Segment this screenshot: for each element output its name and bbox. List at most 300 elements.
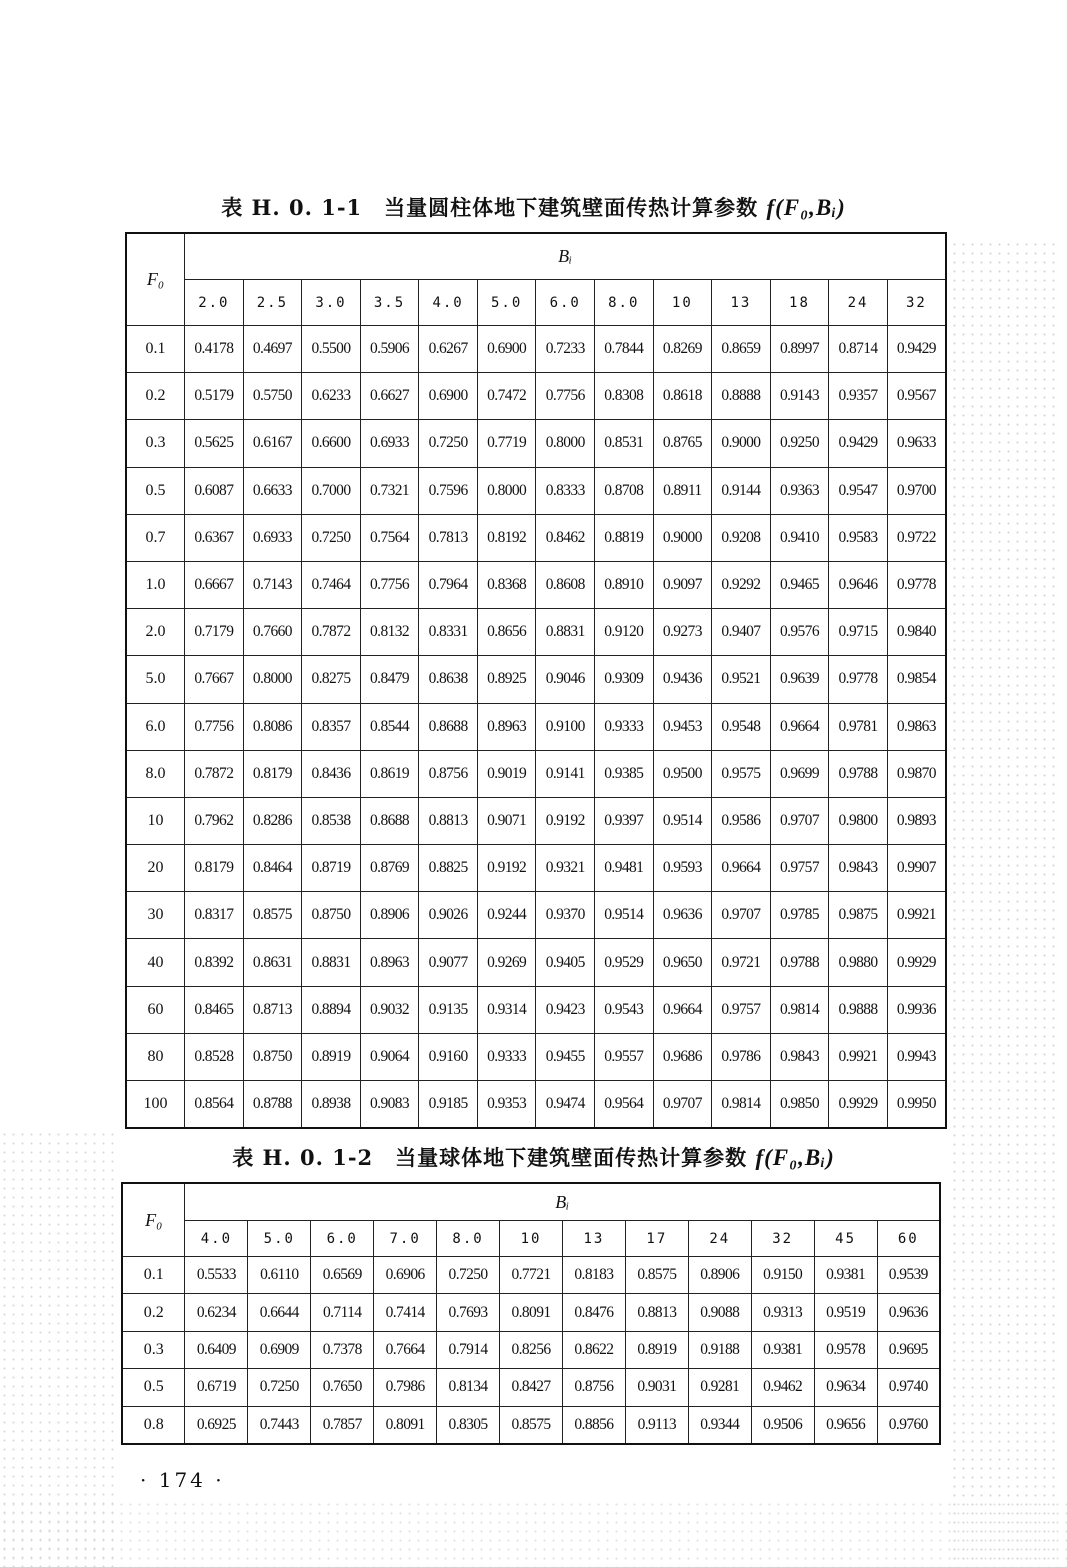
table-cell: 0.9514 — [595, 892, 654, 939]
table-cell: 0.8538 — [302, 797, 361, 844]
table-cell: 0.7914 — [437, 1331, 500, 1368]
table-cell: 0.9273 — [653, 609, 712, 656]
table-cell: 0.9700 — [887, 467, 946, 514]
table-cell: 0.8392 — [185, 939, 244, 986]
table-cell: 0.5179 — [185, 373, 244, 420]
table-cell: 0.8906 — [688, 1257, 751, 1294]
table-cell: 0.6087 — [185, 467, 244, 514]
table-cell: 0.7250 — [302, 514, 361, 561]
table2-row-label: 0.1 — [122, 1257, 185, 1294]
table-cell: 0.8856 — [562, 1406, 625, 1444]
table-cell: 0.8756 — [562, 1369, 625, 1406]
table-cell: 0.6906 — [374, 1257, 437, 1294]
table1-row-label: 6.0 — [126, 703, 185, 750]
table1-column-header: 3.5 — [360, 280, 419, 326]
table-cell: 0.8631 — [243, 939, 302, 986]
table-cell: 0.9800 — [829, 797, 888, 844]
table-cell: 0.9506 — [751, 1406, 814, 1444]
table-cell: 0.9576 — [770, 609, 829, 656]
table-cell: 0.7596 — [419, 467, 478, 514]
table-cell: 0.9385 — [595, 750, 654, 797]
table-cell: 0.9907 — [887, 845, 946, 892]
table-cell: 0.6900 — [477, 326, 536, 373]
table-cell: 0.8179 — [243, 750, 302, 797]
table-cell: 0.8544 — [360, 703, 419, 750]
table-cell: 0.9593 — [653, 845, 712, 892]
table-cell: 0.9788 — [829, 750, 888, 797]
table-cell: 0.9650 — [653, 939, 712, 986]
table-cell: 0.9143 — [770, 373, 829, 420]
table-cell: 0.6633 — [243, 467, 302, 514]
table1-row-label: 20 — [126, 845, 185, 892]
table-cell: 0.6367 — [185, 514, 244, 561]
table-row — [122, 1406, 940, 1444]
table2-column-header: 8.0 — [437, 1221, 500, 1257]
table-cell: 0.7756 — [185, 703, 244, 750]
table-cell: 0.9575 — [712, 750, 771, 797]
table-cell: 0.8622 — [562, 1331, 625, 1368]
table-cell: 0.8134 — [437, 1369, 500, 1406]
table-cell: 0.9000 — [712, 420, 771, 467]
table-cell: 0.8464 — [243, 845, 302, 892]
table-cell: 0.9639 — [770, 656, 829, 703]
table-cell: 0.7844 — [595, 326, 654, 373]
table-cell: 0.9664 — [770, 703, 829, 750]
table-cell: 0.9543 — [595, 986, 654, 1033]
table2-column-header: 24 — [688, 1221, 751, 1257]
scan-dot-pattern-bottom — [0, 1500, 1067, 1567]
table-cell: 0.9423 — [536, 986, 595, 1033]
table-cell: 0.8656 — [477, 609, 536, 656]
table-cell: 0.7857 — [311, 1406, 374, 1444]
table1-column-header: 5.0 — [477, 280, 536, 326]
table-cell: 0.8256 — [500, 1331, 563, 1368]
table-cell: 0.7179 — [185, 609, 244, 656]
table2-caption-number: 表 H. 0. 1-2 — [232, 1145, 374, 1170]
table-cell: 0.9397 — [595, 797, 654, 844]
table-cell: 0.8462 — [536, 514, 595, 561]
table-cell: 0.8000 — [477, 467, 536, 514]
table-cell: 0.7650 — [311, 1369, 374, 1406]
table-cell: 0.9567 — [887, 373, 946, 420]
table2-column-header: 45 — [814, 1221, 877, 1257]
table-cell: 0.8575 — [243, 892, 302, 939]
table-cell: 0.9474 — [536, 1081, 595, 1129]
table-cell: 0.8427 — [500, 1369, 563, 1406]
table-cell: 0.8357 — [302, 703, 361, 750]
table-cell: 0.9144 — [712, 467, 771, 514]
table-cell: 0.9519 — [814, 1294, 877, 1331]
table-cell: 0.8819 — [595, 514, 654, 561]
table-cell: 0.5906 — [360, 326, 419, 373]
table-cell: 0.8750 — [302, 892, 361, 939]
table-cell: 0.9950 — [887, 1081, 946, 1129]
table-cell: 0.9814 — [770, 986, 829, 1033]
table1-row-label: 8.0 — [126, 750, 185, 797]
table1-column-group-header: Bᵢ — [185, 233, 946, 280]
table-cell: 0.9850 — [770, 1081, 829, 1129]
table-cell: 0.9333 — [595, 703, 654, 750]
table-cell: 0.9088 — [688, 1294, 751, 1331]
table-cell: 0.8756 — [419, 750, 478, 797]
table-cell: 0.9633 — [887, 420, 946, 467]
table-cell: 0.7233 — [536, 326, 595, 373]
table-cell: 0.9455 — [536, 1033, 595, 1080]
table-row — [126, 939, 946, 986]
table-cell: 0.9500 — [653, 750, 712, 797]
table1-column-header: 32 — [887, 280, 946, 326]
table-cell: 0.7564 — [360, 514, 419, 561]
table-cell: 0.8708 — [595, 467, 654, 514]
table-cell: 0.8091 — [374, 1406, 437, 1444]
table2-caption — [0, 1142, 1067, 1172]
table1-cylinder-parameters — [125, 232, 947, 1129]
table1-row-label: 0.5 — [126, 467, 185, 514]
table-cell: 0.9381 — [751, 1331, 814, 1368]
table-cell: 0.8750 — [243, 1033, 302, 1080]
table-cell: 0.9636 — [653, 892, 712, 939]
table-cell: 0.8963 — [477, 703, 536, 750]
table-cell: 0.7443 — [248, 1406, 311, 1444]
table1-caption-function: f(F₀,Bᵢ) — [766, 195, 846, 220]
table1-row-label: 30 — [126, 892, 185, 939]
table-cell: 0.9405 — [536, 939, 595, 986]
table2-sphere-parameters — [121, 1182, 941, 1445]
table-cell: 0.8831 — [302, 939, 361, 986]
table-cell: 0.7114 — [311, 1294, 374, 1331]
table2-column-header: 7.0 — [374, 1221, 437, 1257]
table-cell: 0.6933 — [360, 420, 419, 467]
table-row — [122, 1257, 940, 1294]
table-cell: 0.9707 — [653, 1081, 712, 1129]
table-cell: 0.8528 — [185, 1033, 244, 1080]
table1-header-row-group — [126, 233, 946, 280]
table-cell: 0.9722 — [887, 514, 946, 561]
table-row — [126, 609, 946, 656]
table1-row-header: F₀ — [126, 233, 185, 326]
table-cell: 0.9778 — [829, 656, 888, 703]
table-cell: 0.9888 — [829, 986, 888, 1033]
table-cell: 0.6167 — [243, 420, 302, 467]
table1-row-label: 60 — [126, 986, 185, 1033]
table-cell: 0.9135 — [419, 986, 478, 1033]
table-cell: 0.9000 — [653, 514, 712, 561]
table-cell: 0.9046 — [536, 656, 595, 703]
table2-column-header: 13 — [562, 1221, 625, 1257]
table-cell: 0.9721 — [712, 939, 771, 986]
table-cell: 0.8575 — [500, 1406, 563, 1444]
table2-row-label: 0.3 — [122, 1331, 185, 1368]
table-cell: 0.8831 — [536, 609, 595, 656]
table-cell: 0.8719 — [302, 845, 361, 892]
table2-body — [122, 1257, 940, 1444]
table-row — [126, 373, 946, 420]
table-cell: 0.9281 — [688, 1369, 751, 1406]
table-cell: 0.8888 — [712, 373, 771, 420]
table-cell: 0.7143 — [243, 561, 302, 608]
table2-column-header: 6.0 — [311, 1221, 374, 1257]
table-cell: 0.7664 — [374, 1331, 437, 1368]
table2-column-header: 32 — [751, 1221, 814, 1257]
table1-body — [126, 326, 946, 1129]
table-cell: 0.9363 — [770, 467, 829, 514]
table-cell: 0.8269 — [653, 326, 712, 373]
table-cell: 0.9333 — [477, 1033, 536, 1080]
table-cell: 0.7250 — [437, 1257, 500, 1294]
table-cell: 0.7756 — [360, 561, 419, 608]
table-cell: 0.8825 — [419, 845, 478, 892]
table-cell: 0.9636 — [877, 1294, 940, 1331]
table-cell: 0.8479 — [360, 656, 419, 703]
table-cell: 0.9120 — [595, 609, 654, 656]
table1-column-header-row — [126, 280, 946, 326]
table-cell: 0.8769 — [360, 845, 419, 892]
table-cell: 0.9100 — [536, 703, 595, 750]
table-cell: 0.7472 — [477, 373, 536, 420]
table-cell: 0.6644 — [248, 1294, 311, 1331]
table-cell: 0.8608 — [536, 561, 595, 608]
table-cell: 0.9465 — [770, 561, 829, 608]
table2-column-header: 5.0 — [248, 1221, 311, 1257]
table-cell: 0.9064 — [360, 1033, 419, 1080]
table-cell: 0.9097 — [653, 561, 712, 608]
table-cell: 0.9843 — [770, 1033, 829, 1080]
table-cell: 0.9781 — [829, 703, 888, 750]
table-row — [126, 514, 946, 561]
table-cell: 0.8911 — [653, 467, 712, 514]
scan-dot-pattern-right — [950, 240, 1060, 1560]
table-cell: 0.5500 — [302, 326, 361, 373]
table-cell: 0.8788 — [243, 1081, 302, 1129]
table-cell: 0.6627 — [360, 373, 419, 420]
table1-column-header: 4.0 — [419, 280, 478, 326]
table1-row-label: 80 — [126, 1033, 185, 1080]
table-cell: 0.8091 — [500, 1294, 563, 1331]
table2-column-header: 60 — [877, 1221, 940, 1257]
table-cell: 0.9314 — [477, 986, 536, 1033]
table1-row-label: 40 — [126, 939, 185, 986]
table-cell: 0.9586 — [712, 797, 771, 844]
table-cell: 0.9357 — [829, 373, 888, 420]
table-cell: 0.8813 — [625, 1294, 688, 1331]
table2-column-header-row — [122, 1221, 940, 1257]
table-row — [126, 750, 946, 797]
table-cell: 0.6909 — [248, 1331, 311, 1368]
table-cell: 0.9077 — [419, 939, 478, 986]
table-cell: 0.9715 — [829, 609, 888, 656]
table-cell: 0.8132 — [360, 609, 419, 656]
table-cell: 0.8688 — [419, 703, 478, 750]
table-row — [126, 561, 946, 608]
table1-caption-text: 当量圆柱体地下建筑壁面传热计算参数 — [384, 195, 759, 220]
table-cell: 0.9250 — [770, 420, 829, 467]
table-cell: 0.9370 — [536, 892, 595, 939]
table-cell: 0.6233 — [302, 373, 361, 420]
table-cell: 0.7964 — [419, 561, 478, 608]
table1-row-label: 5.0 — [126, 656, 185, 703]
table2-header-row-group — [122, 1183, 940, 1221]
table-cell: 0.7693 — [437, 1294, 500, 1331]
table1-caption — [0, 192, 1067, 222]
table-cell: 0.9462 — [751, 1369, 814, 1406]
table1-row-label: 100 — [126, 1081, 185, 1129]
table1-column-header: 3.0 — [302, 280, 361, 326]
table-cell: 0.8531 — [595, 420, 654, 467]
table-cell: 0.9160 — [419, 1033, 478, 1080]
table-cell: 0.9208 — [712, 514, 771, 561]
table1-row-label: 10 — [126, 797, 185, 844]
table-cell: 0.9557 — [595, 1033, 654, 1080]
table-cell: 0.9564 — [595, 1081, 654, 1129]
table-cell: 0.7719 — [477, 420, 536, 467]
table-cell: 0.9071 — [477, 797, 536, 844]
table1-caption-number: 表 H. 0. 1-1 — [221, 195, 363, 220]
table-cell: 0.7667 — [185, 656, 244, 703]
table-cell: 0.9313 — [751, 1294, 814, 1331]
table-cell: 0.8000 — [536, 420, 595, 467]
table2-column-header: 4.0 — [185, 1221, 248, 1257]
table-cell: 0.9192 — [477, 845, 536, 892]
table-row — [126, 703, 946, 750]
table-cell: 0.7250 — [419, 420, 478, 467]
table-cell: 0.9185 — [419, 1081, 478, 1129]
table-cell: 0.9893 — [887, 797, 946, 844]
table2-column-header: 10 — [500, 1221, 563, 1257]
table-row — [126, 656, 946, 703]
table-cell: 0.9309 — [595, 656, 654, 703]
table-cell: 0.8305 — [437, 1406, 500, 1444]
table-cell: 0.9353 — [477, 1081, 536, 1129]
table-cell: 0.8476 — [562, 1294, 625, 1331]
table-cell: 0.8688 — [360, 797, 419, 844]
table-cell: 0.9686 — [653, 1033, 712, 1080]
table-cell: 0.9113 — [625, 1406, 688, 1444]
table1-row-label: 0.7 — [126, 514, 185, 561]
table-cell: 0.9578 — [814, 1331, 877, 1368]
table-cell: 0.9760 — [877, 1406, 940, 1444]
table-cell: 0.8436 — [302, 750, 361, 797]
table-cell: 0.9429 — [887, 326, 946, 373]
table-cell: 0.9707 — [712, 892, 771, 939]
table-cell: 0.7872 — [185, 750, 244, 797]
table-cell: 0.8333 — [536, 467, 595, 514]
table1-column-header: 8.0 — [595, 280, 654, 326]
table-cell: 0.7721 — [500, 1257, 563, 1294]
table-cell: 0.9840 — [887, 609, 946, 656]
table1-row-label: 1.0 — [126, 561, 185, 608]
table-cell: 0.9453 — [653, 703, 712, 750]
table-cell: 0.8183 — [562, 1257, 625, 1294]
table-cell: 0.9870 — [887, 750, 946, 797]
table-cell: 0.6267 — [419, 326, 478, 373]
table-cell: 0.9407 — [712, 609, 771, 656]
table-row — [126, 986, 946, 1033]
table1-column-header: 6.0 — [536, 280, 595, 326]
table-cell: 0.6925 — [185, 1406, 248, 1444]
table-cell: 0.6234 — [185, 1294, 248, 1331]
table-cell: 0.4697 — [243, 326, 302, 373]
table-row — [126, 797, 946, 844]
table-cell: 0.8894 — [302, 986, 361, 1033]
table-cell: 0.9429 — [829, 420, 888, 467]
table-row — [126, 467, 946, 514]
table-cell: 0.9757 — [770, 845, 829, 892]
table-cell: 0.8192 — [477, 514, 536, 561]
table-cell: 0.9481 — [595, 845, 654, 892]
table-cell: 0.9814 — [712, 1081, 771, 1129]
table-cell: 0.8317 — [185, 892, 244, 939]
table-cell: 0.5750 — [243, 373, 302, 420]
table1-column-header: 24 — [829, 280, 888, 326]
table-cell: 0.9548 — [712, 703, 771, 750]
table-cell: 0.9854 — [887, 656, 946, 703]
table-cell: 0.8638 — [419, 656, 478, 703]
table-cell: 0.7378 — [311, 1331, 374, 1368]
table-cell: 0.7414 — [374, 1294, 437, 1331]
table-cell: 0.8997 — [770, 326, 829, 373]
table-cell: 0.9863 — [887, 703, 946, 750]
table-cell: 0.8713 — [243, 986, 302, 1033]
table-cell: 0.7250 — [248, 1369, 311, 1406]
table-cell: 0.8906 — [360, 892, 419, 939]
table-cell: 0.9521 — [712, 656, 771, 703]
table-cell: 0.9929 — [887, 939, 946, 986]
table2-row-label: 0.8 — [122, 1406, 185, 1444]
table-cell: 0.9875 — [829, 892, 888, 939]
table-cell: 0.8000 — [243, 656, 302, 703]
table-cell: 0.8564 — [185, 1081, 244, 1129]
table-cell: 0.8813 — [419, 797, 478, 844]
table-cell: 0.9269 — [477, 939, 536, 986]
table-cell: 0.9707 — [770, 797, 829, 844]
table-cell: 0.7660 — [243, 609, 302, 656]
table-cell: 0.7321 — [360, 467, 419, 514]
page-number: · 174 · — [140, 1468, 225, 1492]
table-cell: 0.9141 — [536, 750, 595, 797]
table1-column-header: 10 — [653, 280, 712, 326]
table-cell: 0.4178 — [185, 326, 244, 373]
table-cell: 0.9646 — [829, 561, 888, 608]
table1-column-header: 2.5 — [243, 280, 302, 326]
table-cell: 0.8368 — [477, 561, 536, 608]
table1-row-label: 0.2 — [126, 373, 185, 420]
table-cell: 0.8575 — [625, 1257, 688, 1294]
table-cell: 0.8659 — [712, 326, 771, 373]
table-cell: 0.8618 — [653, 373, 712, 420]
table2-row-header: F₀ — [122, 1183, 185, 1257]
table-row — [126, 1081, 946, 1129]
table-cell: 0.7872 — [302, 609, 361, 656]
table-row — [126, 892, 946, 939]
table-cell: 0.9778 — [887, 561, 946, 608]
table-row — [122, 1294, 940, 1331]
table-cell: 0.7813 — [419, 514, 478, 561]
table-cell: 0.9786 — [712, 1033, 771, 1080]
table-row — [122, 1331, 940, 1368]
table1-column-header: 13 — [712, 280, 771, 326]
table-cell: 0.7756 — [536, 373, 595, 420]
table2-column-header: 17 — [625, 1221, 688, 1257]
table-cell: 0.5625 — [185, 420, 244, 467]
table-cell: 0.9664 — [712, 845, 771, 892]
table-cell: 0.9410 — [770, 514, 829, 561]
table-cell: 0.9150 — [751, 1257, 814, 1294]
table-cell: 0.8910 — [595, 561, 654, 608]
table-cell: 0.8619 — [360, 750, 419, 797]
table-cell: 0.8331 — [419, 609, 478, 656]
table-cell: 0.5533 — [185, 1257, 248, 1294]
table-cell: 0.9936 — [887, 986, 946, 1033]
